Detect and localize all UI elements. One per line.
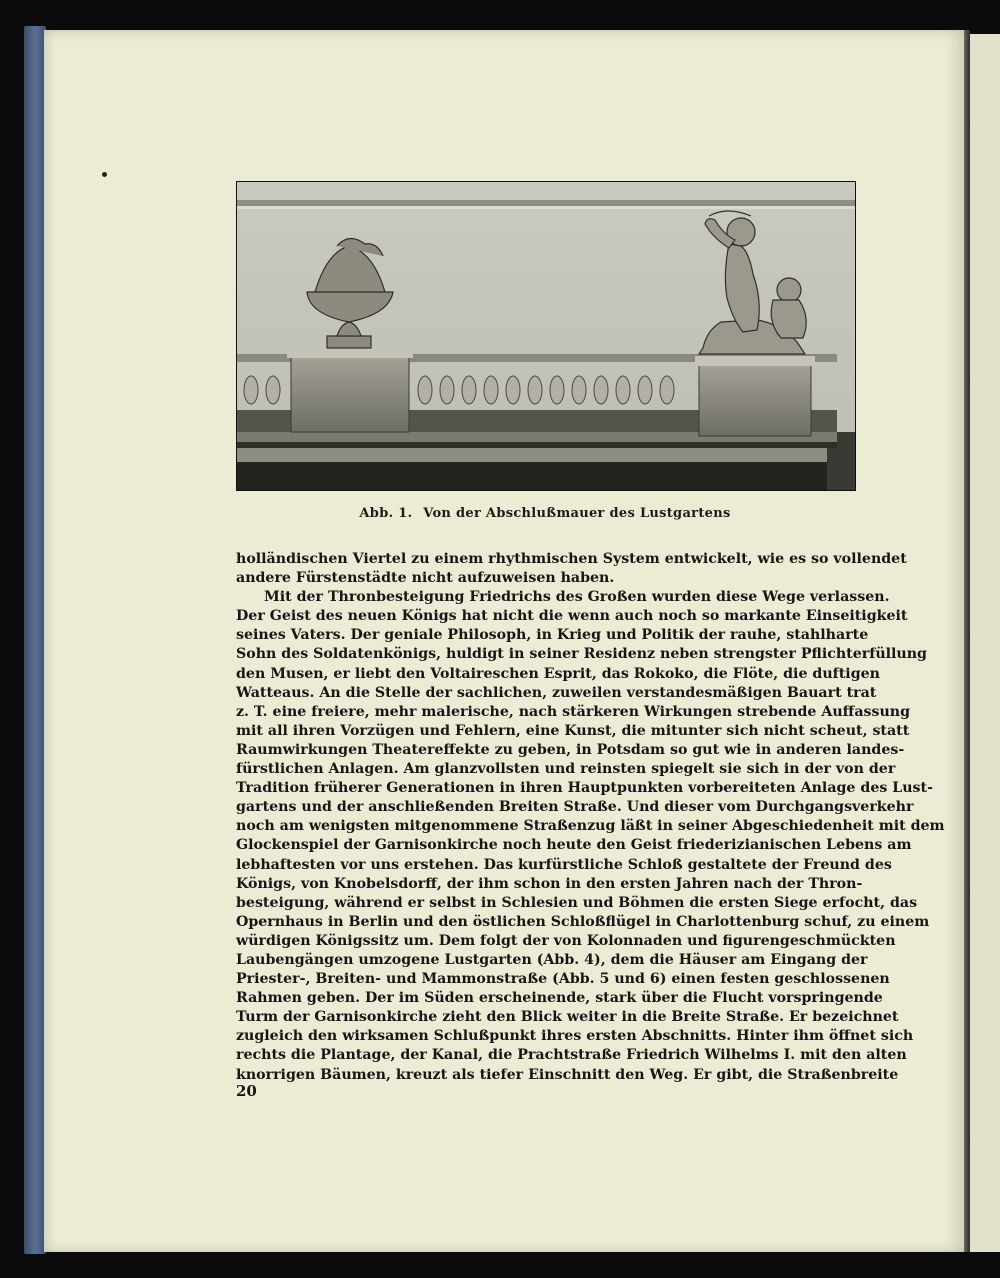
body-text [236,550,945,1085]
text-line: Königs, von Knobelsdorff, der ihm schon in den ersten Jahren nach der Thron- [236,875,863,892]
text-line: Rahmen geben. Der im Süden erscheinende, stark über die Flucht vorspringende [236,990,883,1007]
ink-speck [102,172,107,177]
text-line: Raumwirkungen Theatereffekte zu geben, in Potsdam so gut wie in anderen landes- [236,741,905,758]
text-line: besteigung, während er selbst in Schlesien und Böhmen die ersten Siege erfocht, das [236,894,918,911]
text-line: Mit der Thronbesteigung Friedrichs des Großen wurden diese Wege verlassen. [264,589,890,606]
text-line: seines Vaters. Der geniale Philosoph, in Krieg und Politik der rauhe, stahlharte [236,627,869,644]
text-line: mit all ihren Vorzügen und Fehlern, eine Kunst, die mitunter sich nicht scheut, statt [236,722,910,739]
photo-illustration [237,182,855,490]
text-line: Opernhaus in Berlin und den östlichen Schloßflügel in Charlottenburg schuf, zu einem [236,913,930,930]
text-line: Watteaus. An die Stelle der sachlichen, zuweilen verstandesmäßigen Bauart trat [236,684,877,701]
figure-caption-text: Von der Abschlußmauer des Lustgartens [423,506,731,521]
figure-caption [236,506,854,521]
text-line: Turm der Garnisonkirche zieht den Blick weiter in die Breite Straße. Er bezeichnet [236,1009,899,1026]
text-line: Sohn des Soldatenkönigs, huldigt in seiner Residenz neben strengster Pflichterfüllung [236,646,927,663]
text-line: gartens und der anschließenden Breiten Straße. Und dieser vom Durchgangsverkehr [236,799,914,816]
book-binding [24,26,46,1254]
text-line: andere Fürstenstädte nicht aufzuweisen haben. [236,570,615,587]
text-line: Glockenspiel der Garnisonkirche noch heute den Geist friederizianischen Lebens am [236,837,912,854]
text-line: fürstlichen Anlagen. Am glanzvollsten und reinsten spiegelt sie sich in der von der [236,761,896,778]
text-line: den Musen, er liebt den Voltaireschen Esprit, das Rokoko, die Flöte, die duftigen [236,665,880,682]
text-line: holländischen Viertel zu einem rhythmischen System entwickelt, wie es so vollendet [236,551,907,567]
text-line: Der Geist des neuen Königs hat nicht die wenn auch noch so markante Einseitigkeit [236,608,908,625]
facing-page-edge [970,34,1000,1252]
text-line: lebhaftesten vor uns erstehen. Das kurfürstliche Schloß gestaltete der Freund des [236,856,892,873]
text-line: Laubengängen umzogene Lustgarten (Abb. 4), dem die Häuser am Eingang der [236,951,868,968]
text-line: knorrigen Bäumen, kreuzt als tiefer Einschnitt den Weg. Er gibt, die Straßenbreite [236,1066,899,1083]
text-line: rechts die Plantage, der Kanal, die Prachtstraße Friedrich Wilhelms I. mit den alten [236,1047,907,1064]
photo-lustgarten-wall [236,181,856,491]
text-line: Tradition früherer Generationen in ihren Hauptpunkten vorbereiteten Anlage des Lust- [236,780,933,797]
page-number: 20 [236,1082,257,1100]
text-line: Priester-, Breiten- und Mammonstraße (Abb. 5 und 6) einen festen geschlossenen [236,971,890,988]
text-line: würdigen Königssitz um. Dem folgt der von Kolonnaden und figurengeschmückten [236,932,896,949]
text-line: zugleich den wirksamen Schlußpunkt ihres ersten Abschnitts. Hinter ihm öffnet sich [236,1028,914,1045]
text-line: z. T. eine freiere, mehr malerische, nach stärkeren Wirkungen strebende Auffassung [236,703,911,720]
figure-caption-label: Abb. 1. [359,506,413,521]
text-line: noch am wenigsten mitgenommene Straßenzug läßt in seiner Abgeschiedenheit mit dem [236,818,945,835]
